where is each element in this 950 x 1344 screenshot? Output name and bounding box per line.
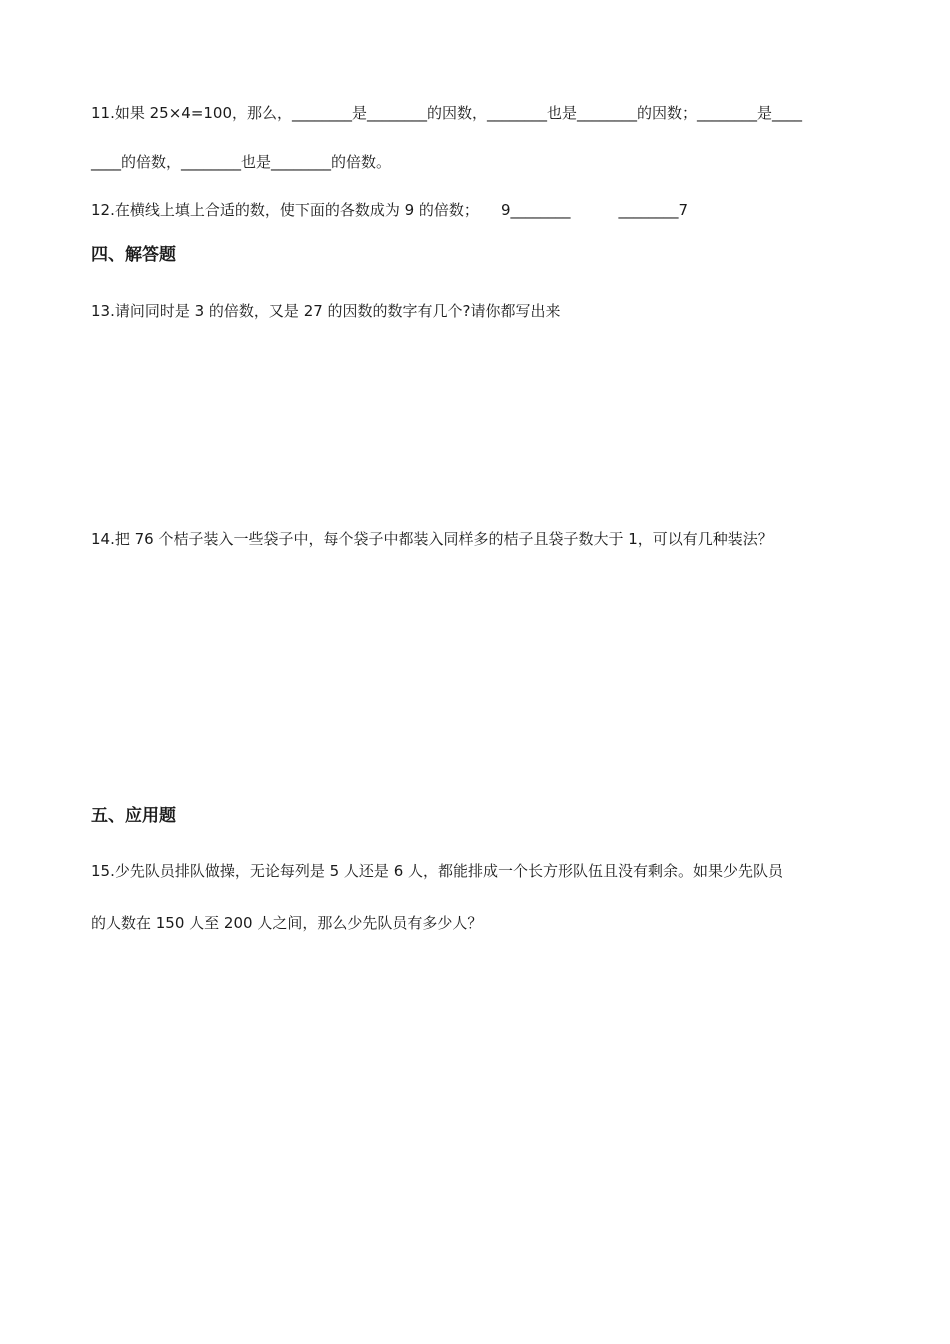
section-5-heading: 五、应用题 — [91, 806, 176, 826]
question-12 — [91, 200, 688, 220]
question-12-text: 12.在横线上填上合适的数，使下面的各数成为 9 的倍数； — [91, 201, 479, 219]
question-14: 14.把 76 个桔子装入一些袋子中，每个袋子中都装入同样多的桔子且袋子数大于 1，可以有几种装法？ — [91, 530, 773, 548]
question-12-blank-2: ________7 — [618, 201, 689, 219]
question-13: 13.请问同时是 3 的倍数，又是 27 的因数的数字有几个?请你都写出来 — [91, 302, 561, 320]
question-11-line-1: 11.如果 25×4=100，那么，________是________的因数，________也是________的因数；________是____ — [91, 104, 803, 122]
section-4-heading: 四、解答题 — [91, 245, 176, 265]
question-11-line-2: ____的倍数，________也是________的倍数。 — [91, 153, 392, 171]
question-15-line-2: 的人数在 150 人至 200 人之间，那么少先队员有多少人？ — [91, 914, 483, 932]
question-12-blank-1: 9________ — [500, 201, 571, 219]
question-15-line-1: 15.少先队员排队做操，无论每列是 5 人还是 6 人，都能排成一个长方形队伍且没有剩余。如果少先队员 — [91, 862, 784, 880]
